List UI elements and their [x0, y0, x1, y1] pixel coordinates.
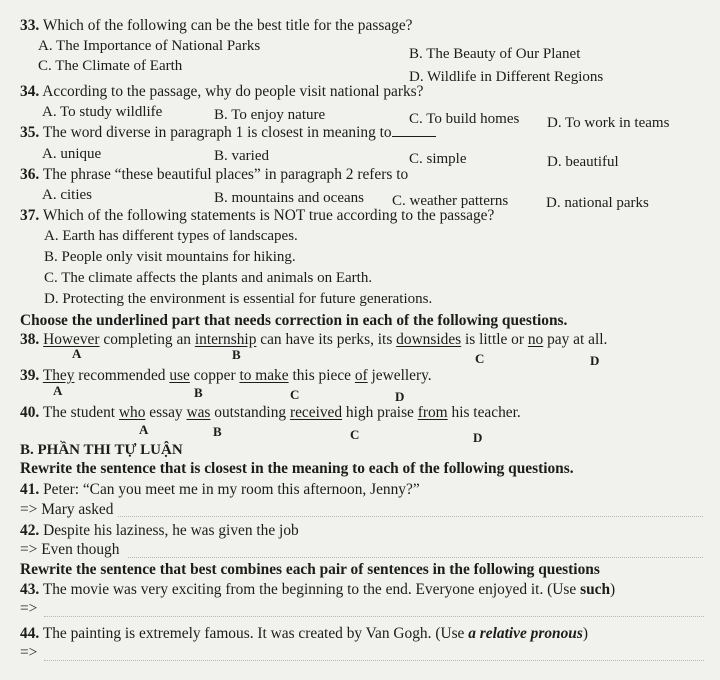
q36-option-b[interactable]: B. mountains and oceans [214, 190, 364, 206]
q36-option-c[interactable]: C. weather patterns [392, 193, 509, 209]
question-38: 38. However completing an internship can have its perks, its downsides is little or no pay at all. [20, 331, 608, 348]
marker-d: D [590, 353, 600, 368]
q33-option-d[interactable]: D. Wildlife in Different Regions [409, 69, 604, 85]
question-41: 41. Peter: “Can you meet me in my room this afternoon, Jenny?” [20, 481, 420, 498]
answer-line-43[interactable]: => [20, 600, 38, 617]
question-42: 42. Despite his laziness, he was given the job [20, 522, 299, 539]
question-number: 36. [20, 166, 40, 183]
question-number: 37. [20, 207, 40, 224]
question-number: 35. [20, 124, 40, 141]
rewrite-instruction: Rewrite the sentence that is closest in the meaning to each of the following questions. [20, 460, 574, 477]
answer-blank [392, 124, 436, 137]
q35-option-b[interactable]: B. varied [214, 148, 269, 164]
hint-phrase: a relative pronous [468, 625, 583, 642]
marker-a: A [139, 422, 149, 437]
question-stem: The phrase “these beautiful places” in paragraph 2 refers to [42, 166, 409, 183]
q33-option-b[interactable]: B. The Beauty of Our Planet [409, 46, 581, 62]
q36-option-a[interactable]: A. cities [42, 187, 92, 203]
q36-option-d[interactable]: D. national parks [546, 195, 649, 211]
marker-a: A [72, 346, 82, 361]
marker-c: C [475, 351, 485, 366]
answer-line-41[interactable]: => Mary asked [20, 501, 114, 518]
question-number: 39. [20, 367, 40, 384]
answer-rule [44, 616, 704, 617]
marker-a: A [53, 383, 63, 398]
answer-rule [44, 660, 704, 661]
underlined-part-b[interactable]: use [169, 367, 190, 384]
q35-option-c[interactable]: C. simple [409, 151, 467, 167]
question-43: 43. The movie was very exciting from the beginning to the end. Everyone enjoyed it. (Use such) [20, 581, 616, 598]
question-number: 44. [20, 625, 40, 642]
question-stem: Which of the following statements is NOT true according to the passage? [42, 207, 495, 224]
question-number: 43. [20, 581, 40, 598]
q33-option-c[interactable]: C. The Climate of Earth [38, 58, 183, 74]
question-stem: Which of the following can be the best title for the passage? [42, 17, 413, 34]
q37-option-a[interactable]: A. Earth has different types of landscapes. [44, 228, 298, 244]
question-44: 44. The painting is extremely famous. It was created by Van Gogh. (Use a relative pronous) [20, 625, 588, 642]
question-33 [20, 17, 413, 35]
question-35 [20, 124, 436, 142]
underlined-part-b[interactable]: was [186, 404, 211, 421]
underlined-part-a[interactable]: who [118, 404, 146, 421]
question-39: 39. They recommended use copper to make this piece of jewellery. [20, 367, 432, 384]
underlined-part-c[interactable]: downsides [396, 331, 462, 348]
question-stem: According to the passage, why do people visit national parks? [42, 83, 424, 100]
underlined-part-c[interactable]: received [289, 404, 343, 421]
marker-d: D [473, 430, 483, 445]
question-number: 38. [20, 331, 40, 348]
underlined-part-b[interactable]: internship [194, 331, 257, 348]
underlined-part-d[interactable]: from [417, 404, 448, 421]
underlined-part-d[interactable]: no [527, 331, 544, 348]
underlined-part-a[interactable]: They [42, 367, 75, 384]
marker-b: B [213, 424, 222, 439]
q34-option-d[interactable]: D. To work in teams [547, 115, 670, 131]
underlined-part-a[interactable]: However [43, 331, 100, 348]
marker-d: D [395, 389, 405, 404]
question-34 [20, 83, 424, 101]
underlined-part-c[interactable]: to make [239, 367, 289, 384]
hint-word: such [580, 581, 611, 598]
question-stem: The word diverse in paragraph 1 is closest in meaning to [42, 124, 392, 141]
question-40: 40. The student who essay was outstanding received high praise from his teacher. [20, 404, 521, 421]
q35-option-d[interactable]: D. beautiful [547, 154, 619, 170]
question-number: 41. [20, 481, 40, 498]
question-36 [20, 166, 408, 184]
q35-option-a[interactable]: A. unique [42, 146, 102, 162]
answer-rule [118, 516, 703, 517]
q34-option-b[interactable]: B. To enjoy nature [214, 107, 326, 123]
question-number: 34. [20, 83, 40, 100]
answer-rule [128, 557, 703, 558]
q34-option-c[interactable]: C. To build homes [409, 111, 520, 127]
q33-option-a[interactable]: A. The Importance of National Parks [38, 38, 261, 54]
marker-b: B [194, 385, 203, 400]
answer-line-44[interactable]: => [20, 644, 38, 661]
question-37 [20, 207, 494, 225]
q37-option-c[interactable]: C. The climate affects the plants and animals on Earth. [44, 270, 373, 286]
q34-option-a[interactable]: A. To study wildlife [42, 104, 163, 120]
question-number: 40. [20, 404, 40, 421]
question-number: 33. [20, 17, 40, 34]
q37-option-d[interactable]: D. Protecting the environment is essential for future generations. [44, 291, 433, 307]
error-instruction: Choose the underlined part that needs correction in each of the following questions. [20, 312, 568, 329]
underlined-part-d[interactable]: of [354, 367, 368, 384]
question-number: 42. [20, 522, 40, 539]
part-b-heading: B. PHẦN THI TỰ LUẬN [20, 442, 183, 458]
marker-c: C [290, 387, 300, 402]
q37-option-b[interactable]: B. People only visit mountains for hiking. [44, 249, 296, 265]
marker-b: B [232, 347, 241, 362]
marker-c: C [350, 427, 360, 442]
answer-line-42[interactable]: => Even though [20, 541, 120, 558]
combine-instruction: Rewrite the sentence that best combines each pair of sentences in the following questions [20, 561, 600, 578]
